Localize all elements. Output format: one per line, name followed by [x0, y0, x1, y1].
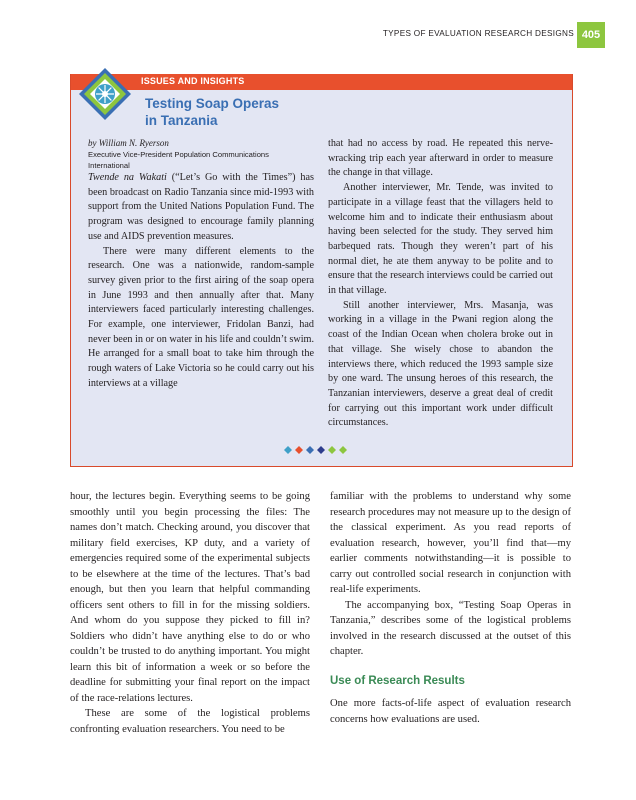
ornament-diamond-1: [284, 446, 292, 454]
box-title-line-2: in Tanzania: [145, 113, 218, 128]
ornament-diamond-6: [339, 446, 347, 454]
box-right-paragraph-1: that had no access by road. He repeated this nerve-wracking trip each year afterward in order to measure the change in that village.: [328, 138, 553, 179]
box-right-column: [328, 137, 553, 431]
box-title-line-1: Testing Soap Operas: [145, 96, 280, 111]
author-title-line-1: Executive Vice-President Population Communications: [88, 150, 269, 159]
main-right-paragraph-2: The accompanying box, “Testing Soap Operas in Tanzania,” describes some of the logistical problems involved in the research discussed at the outset of this chapter.: [330, 599, 571, 657]
main-left-paragraph-1: hour, the lectures begin. Everything seems to be going smoothly until you begin processing the files: The names don’t match. Checking around, you discover that military field exercises, KP duty, and a variety of emergencies required some of the experimental subjects to be elsewhere at the time of the lectures. That’s bad enough, but then you learn that helpful commanding officers sent others to fill in for the missing soldiers. And whom do you suppose they picked to fill in? Soldiers who didn’t have anything else to do or who couldn’t be trusted to do anything important. You might learn this bit of information a week or so before the deadline for submitting your final report on the impact of the race-relations lectures.: [70, 491, 310, 704]
byline: by William N. Ryerson: [88, 138, 169, 148]
main-right-paragraph-1: familiar with the problems to understand why some research procedures may not measure up to the design of the classical experiment. As you read reports of evaluation research, however, you’ll find that—my earlier comments notwithstanding—it is possible to carry out controlled social research in conjunction with real-life experiments.: [330, 491, 571, 595]
box-label: ISSUES AND INSIGHTS: [141, 76, 245, 86]
ornament-divider: [283, 445, 349, 455]
box-left-paragraph-1-text: (“Let’s Go with the Times”) has been broadcast on Radio Tanzania since mid-1993 with support from the United Nations Population Fund. The program was designed to encourage family planning use and AIDS prevention measures.: [88, 172, 314, 242]
box-left-paragraph-1: [88, 171, 314, 245]
author-title: [88, 149, 314, 171]
box-right-paragraph-3: Still another interviewer, Mrs. Masanja, was working in a village in the Pwani region along the coast of the Indian Ocean when cholera broke out in that village. She wisely chose to abandon the interviews there, which reduced the 1993 sample size by one ward. The unsung heroes of this research, the Tanzanian interviewers, deserve a great deal of credit for carrying out this important work under difficult circumstances.: [328, 299, 553, 429]
diamond-logo-icon: [79, 68, 131, 120]
box-banner: [71, 74, 572, 90]
show-title: Twende na Wakati: [88, 172, 167, 183]
ornament-diamond-5: [328, 446, 336, 454]
box-left-column: [88, 137, 314, 392]
box-title: [145, 95, 279, 129]
main-left-column: [70, 489, 310, 737]
page-number: 405: [577, 22, 605, 48]
ornament-diamond-4: [317, 446, 325, 454]
main-left-paragraph-2: These are some of the logistical problems confronting evaluation researchers. You need to be: [70, 708, 310, 735]
main-right-column: [330, 489, 571, 727]
box-left-paragraph-2: There were many different elements to the research. One was a nationwide, random-sample survey given prior to the first airing of the soap opera in June 1993 and then annually after that. Many interviewers faced particularly interesting challenges. For example, one interviewer, Fridolan Banzi, had never been in or on water in his life and couldn’t swim. He arranged for a small boat to take him through the rough waters of Lake Victoria so he could carry out his interviews at a village: [88, 245, 314, 389]
main-right-paragraph-3: One more facts-of-life aspect of evaluation research concerns how evaluations are used.: [330, 698, 571, 725]
section-heading: Use of Research Results: [330, 674, 465, 687]
ornament-diamond-2: [295, 446, 303, 454]
author-title-line-2: International: [88, 161, 130, 170]
running-head: TYPES OF EVALUATION RESEARCH DESIGNS: [382, 29, 574, 38]
ornament-diamond-3: [306, 446, 314, 454]
box-right-paragraph-2: Another interviewer, Mr. Tende, was invited to participate in a village feast that the villagers held to welcome him and to indicate their enthusiasm about having been selected for the study. They served him barbequed rats. Though they weren’t part of his normal diet, he ate them anyway to be polite and to ensure that the research interviews could be carried out in that village.: [328, 182, 553, 297]
